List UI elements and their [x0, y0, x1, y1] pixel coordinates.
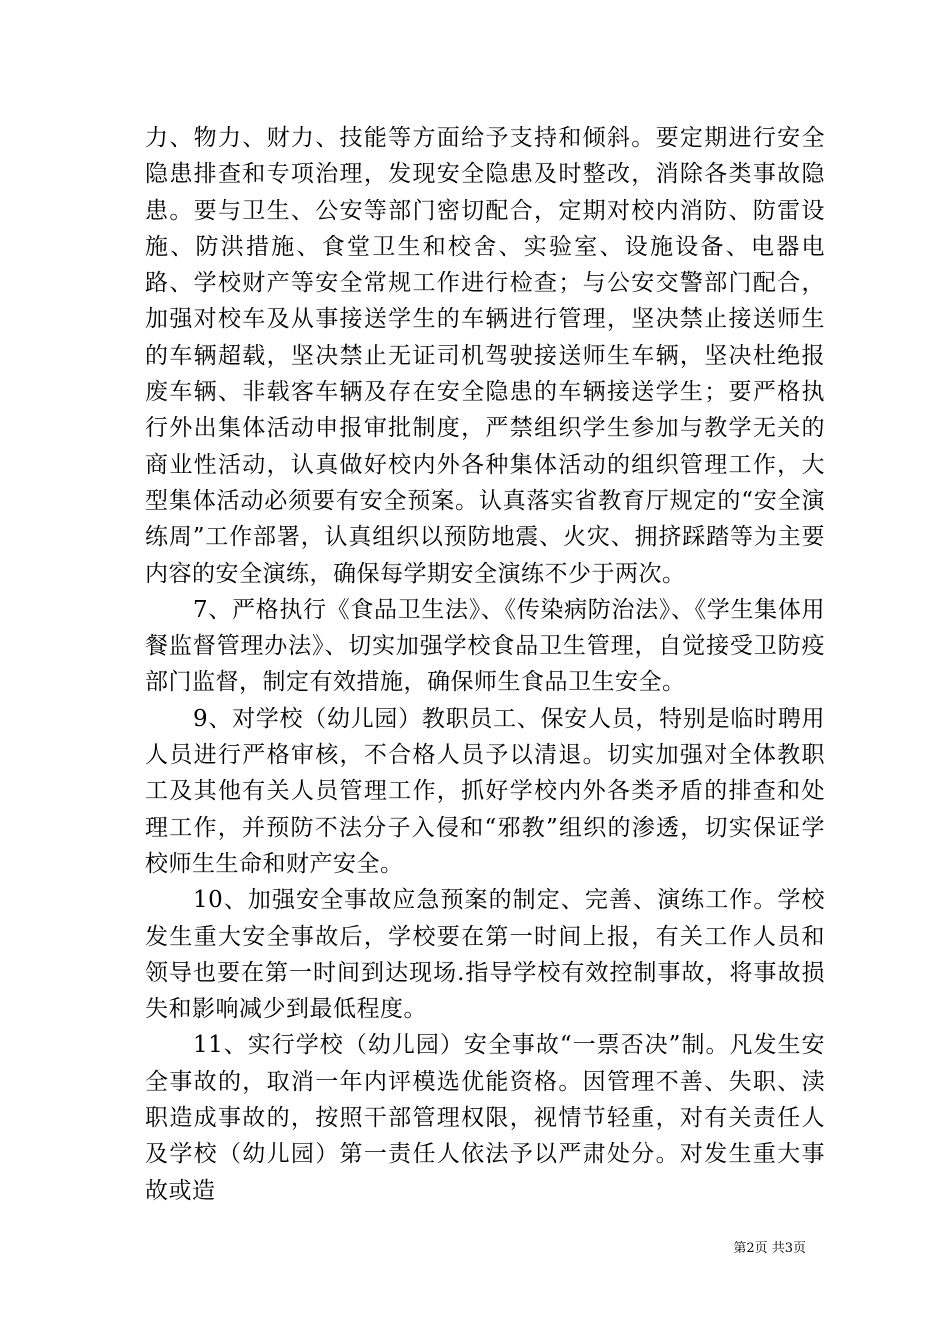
paragraph-item-7-food-hygiene: 7、严格执行《食品卫生法》、《传染病防治法》、《学生集体用餐监督管理办法》、切实加强学校食品卫生管理，自觉接受卫防疫部门监督，制定有效措施，确保师生食品卫生安全。	[145, 596, 825, 696]
paragraph-safety-inspection: 力、物力、财力、技能等方面给予支持和倾斜。要定期进行安全隐患排查和专项治理，发现安全隐患及时整改，消除各类事故隐患。要与卫生、公安等部门密切配合，定期对校内消防、防雷设施、防洪措施、食堂卫生和校舍、实验室、设施设备、电器电路、学校财产等安全常规工作进行检查；与公安交警部门配合，加强对校车及从事接送学生的车辆进行管理，坚决禁止接送师生的车辆超载，坚决禁止无证司机驾驶接送师生车辆，坚决杜绝报废车辆、非载客车辆及存在安全隐患的车辆接送学生；要严格执行外出集体活动申报审批制度，严禁组织学生参加与教学无关的商业性活动，认真做好校内外各种集体活动的组织管理工作，大型集体活动必须要有安全预案。认真落实省教育厅规定的“安全演练周”工作部署，认真组织以预防地震、火灾、拥挤踩踏等为主要内容的安全演练，确保每学期安全演练不少于两次。	[145, 125, 825, 587]
paragraph-item-9-staff-review: 9、对学校（幼儿园）教职员工、保安人员，特别是临时聘用人员进行严格审核，不合格人员予以清退。切实加强对全体教职工及其他有关人员管理工作，抓好学校内外各类矛盾的排查和处理工作，并预防不法分子入侵和“邪教”组织的渗透，切实保证学校师生生命和财产安全。	[145, 705, 825, 877]
page-number-footer: 第2页 共3页	[733, 1241, 806, 1256]
paragraph-item-10-emergency-plan: 10、加强安全事故应急预案的制定、完善、演练工作。学校发生重大安全事故后，学校要在第一时间上报，有关工作人员和领导也要在第一时间到达现场.指导学校有效控制事故，将事故损失和影响减少到最低程度。	[145, 887, 825, 1023]
paragraph-item-11-one-vote-veto: 11、实行学校（幼儿园）安全事故“一票否决”制。凡发生安全事故的，取消一年内评模选优能资格。因管理不善、失职、渎职造成事故的，按照干部管理权限，视情节轻重，对有关责任人及学校（幼儿园）第一责任人依法予以严肃处分。对发生重大事故或造	[145, 1032, 825, 1204]
document-body	[145, 120, 825, 1209]
